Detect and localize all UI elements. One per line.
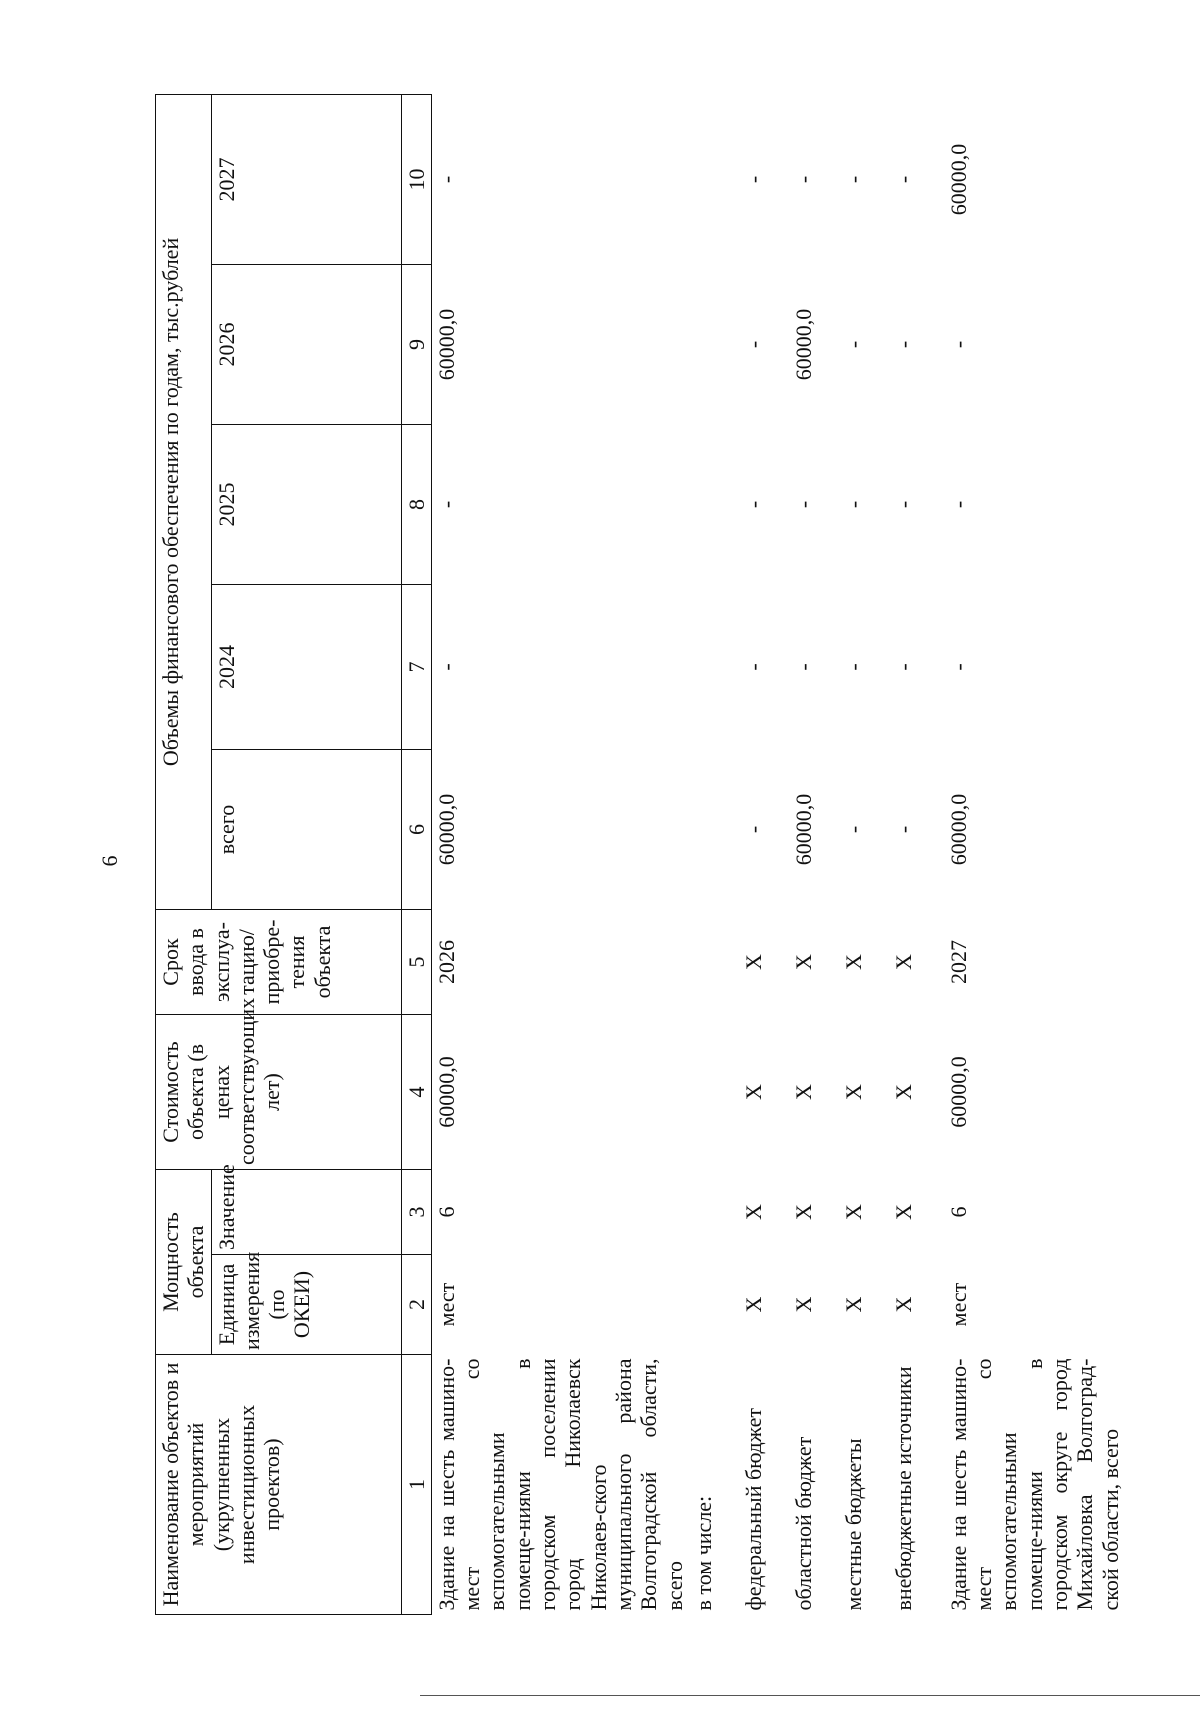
row-name: федеральный бюджет [740,1408,766,1611]
rotated-table-container [155,95,1123,1615]
row-date: Х [890,954,916,970]
header-total: всего [211,750,401,910]
row-unit: Х [790,1296,816,1313]
financing-table [155,94,1125,1615]
header-col-name: Наименование объектов и мероприятий (укрупненных инвестиционных проектов) [156,1355,402,1615]
row-2024: - [433,663,459,671]
table-row [739,94,789,1614]
row-2024: - [945,663,971,671]
row-2026: - [890,340,916,349]
row-2027: - [433,175,459,184]
column-number: 8 [401,425,431,585]
row-cost: 60000,0 [945,1056,971,1128]
row-value: 6 [945,1206,971,1218]
column-number: 5 [401,910,431,1015]
header-capacity-group: Мощность объекта [156,1170,212,1355]
row-value: Х [740,1204,766,1220]
row-date: Х [840,954,866,970]
column-number: 1 [401,1355,431,1615]
column-number: 4 [401,1015,431,1170]
row-date: 2026 [433,940,459,984]
row-2025: - [890,500,916,509]
header-year-2025: 2025 [211,425,401,585]
row-unit: Х [740,1296,766,1313]
row-2025: - [433,500,459,509]
row-2027: 60000,0 [945,143,971,216]
row-total: 60000,0 [945,793,971,866]
row-2026: 60000,0 [790,308,816,381]
page-number: 6 [97,855,122,867]
row-cost: Х [790,1084,816,1100]
row-2027: - [740,175,766,184]
column-numbers-row [401,94,431,1614]
row-2024: - [740,663,766,671]
header-cost: Стоимость объекта (в ценах соответствующих лет) [156,1015,402,1170]
row-2027: - [890,175,916,184]
row-name: областной бюджет [790,1436,816,1611]
table-row [944,94,1125,1614]
row-2025: - [945,500,971,509]
row-total: 60000,0 [433,793,459,866]
row-2025: - [790,500,816,509]
row-unit: мест [945,1282,971,1327]
row-name: Здание на шесть машино-мест со вспомогательными помеще-ниями в городском поселении город Николаевск Николаев-ского муниципального района Волгоградской области, всего [433,1358,687,1611]
row-2024: - [790,663,816,671]
row-value: Х [890,1204,916,1220]
header-value: Значение [211,1170,401,1255]
row-2025: - [840,500,866,509]
column-number: 6 [401,750,431,910]
row-date: 2027 [945,940,971,984]
header-unit: Единица измерения (по ОКЕИ) [211,1255,401,1355]
row-2026: - [840,340,866,349]
row-name: местные бюджеты [840,1438,866,1611]
row-cost: Х [740,1084,766,1100]
row-date: Х [740,954,766,970]
header-year-2026: 2026 [211,265,401,425]
header-year-2024: 2024 [211,585,401,750]
row-cost: Х [840,1084,866,1100]
row-total: - [740,825,766,834]
row-total: 60000,0 [790,793,816,866]
row-name: в том числе: [690,1495,716,1611]
table-row [789,94,839,1614]
header-year-2027: 2027 [211,94,401,264]
row-cost: 60000,0 [433,1056,459,1128]
row-date: Х [790,954,816,970]
row-unit: мест [433,1282,459,1327]
row-unit: Х [840,1296,866,1313]
scan-edge-line [420,1695,1200,1696]
row-value: Х [790,1204,816,1220]
column-number: 9 [401,265,431,425]
column-number: 2 [401,1255,431,1355]
row-unit: Х [890,1296,916,1313]
row-2026: - [945,340,971,349]
row-2024: - [890,663,916,671]
row-2025: - [740,500,766,509]
row-total: - [840,825,866,834]
row-total: - [890,825,916,834]
row-cost: Х [890,1084,916,1100]
column-number: 3 [401,1170,431,1255]
table-row [839,94,889,1614]
table-row [889,94,944,1614]
row-2027: - [840,175,866,184]
row-2026: 60000,0 [433,308,459,381]
row-value: 6 [433,1206,459,1218]
table-row [689,94,739,1614]
column-number: 10 [401,94,431,264]
row-value: Х [840,1204,866,1220]
row-2027: - [790,175,816,184]
row-2026: - [740,340,766,349]
row-2024: - [840,663,866,671]
column-number: 7 [401,585,431,750]
row-name: Здание на шесть машино-мест со вспомогательными помеще-ниями в городском округе город Михайловка Волгоград-ской области, всего [945,1358,1123,1611]
header-commission-date: Срок ввода в эксплуа-тацию/ приобре-тения объекта [156,910,402,1015]
table-row [431,94,688,1614]
header-finance-group: Объемы финансового обеспечения по годам, тыс.рублей [156,94,212,909]
row-name: внебюджетные источники [890,1366,916,1611]
